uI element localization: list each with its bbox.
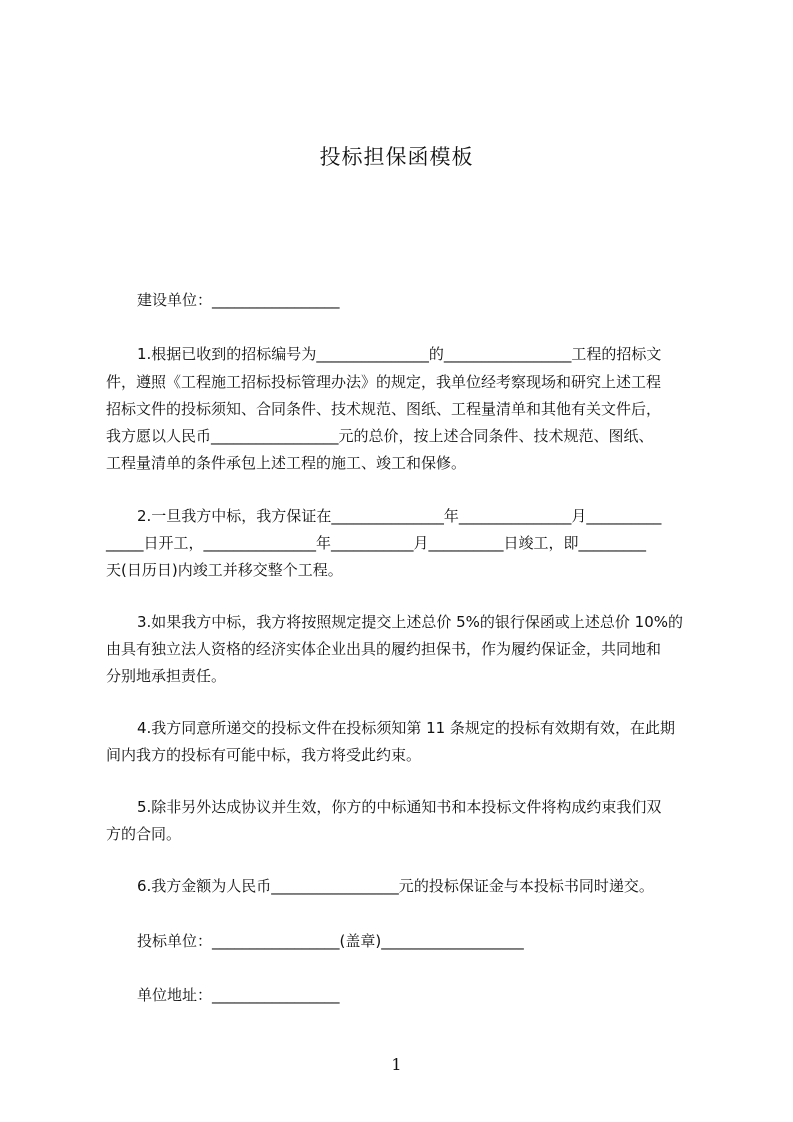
clause-5-line-2: 方的合同。 xyxy=(106,825,182,843)
unit-address-line: 单位地址：_________________ xyxy=(137,986,340,1004)
document-title: 投标担保函模板 xyxy=(319,145,474,169)
clause-3-line-2: 由具有独立法人资格的经济实体企业出具的履约担保书，作为履约保证金，共同地和 xyxy=(106,640,662,658)
clause-4-line-1: 4.我方同意所递交的投标文件在投标须知第 11 条规定的投标有效期有效，在此期 xyxy=(137,719,675,737)
clause-4-line-2: 间内我方的投标有可能中标，我方将受此约束。 xyxy=(106,746,422,764)
clause-1-line-5: 工程量清单的条件承包上述工程的施工、竣工和保修。 xyxy=(106,454,467,472)
clause-1-line-3: 招标文件的投标须知、合同条件、技术规范、图纸、工程量清单和其他有关文件后， xyxy=(106,400,662,418)
clause-1-line-1: 1.根据已收到的招标编号为_______________的_________________工程的招标文 xyxy=(137,345,662,363)
construction-unit-line: 建设单位：_________________ xyxy=(137,291,340,309)
clause-2-line-3: 天(日历日)内竣工并移交整个工程。 xyxy=(106,561,343,579)
clause-1-line-4: 我方愿以人民币_________________元的总价，按上述合同条件、技术规范、图纸、 xyxy=(106,427,654,445)
clause-2-line-1: 2.一旦我方中标，我方保证在_______________年_______________月__________ xyxy=(137,507,662,525)
clause-5-line-1: 5.除非另外达成协议并生效，你方的中标通知书和本投标文件将构成约束我们双 xyxy=(137,798,662,816)
clause-3-line-1: 3.如果我方中标，我方将按照规定提交上述总价 5%的银行保函或上述总价 10%的 xyxy=(137,613,683,631)
clause-1-line-2: 件，遵照《工程施工招标投标管理办法》的规定，我单位经考察现场和研究上述工程 xyxy=(106,373,662,391)
page-number: 1 xyxy=(391,1055,402,1074)
bidder-unit-line: 投标单位：_________________(盖章)___________________ xyxy=(137,932,524,950)
clause-2-line-2: _____日开工，_______________年___________月__________日竣工，即_________ xyxy=(106,534,647,552)
clause-3-line-3: 分别地承担责任。 xyxy=(106,667,227,685)
clause-6-line: 6.我方金额为人民币_________________元的投标保证金与本投标书同时递交。 xyxy=(137,877,654,895)
